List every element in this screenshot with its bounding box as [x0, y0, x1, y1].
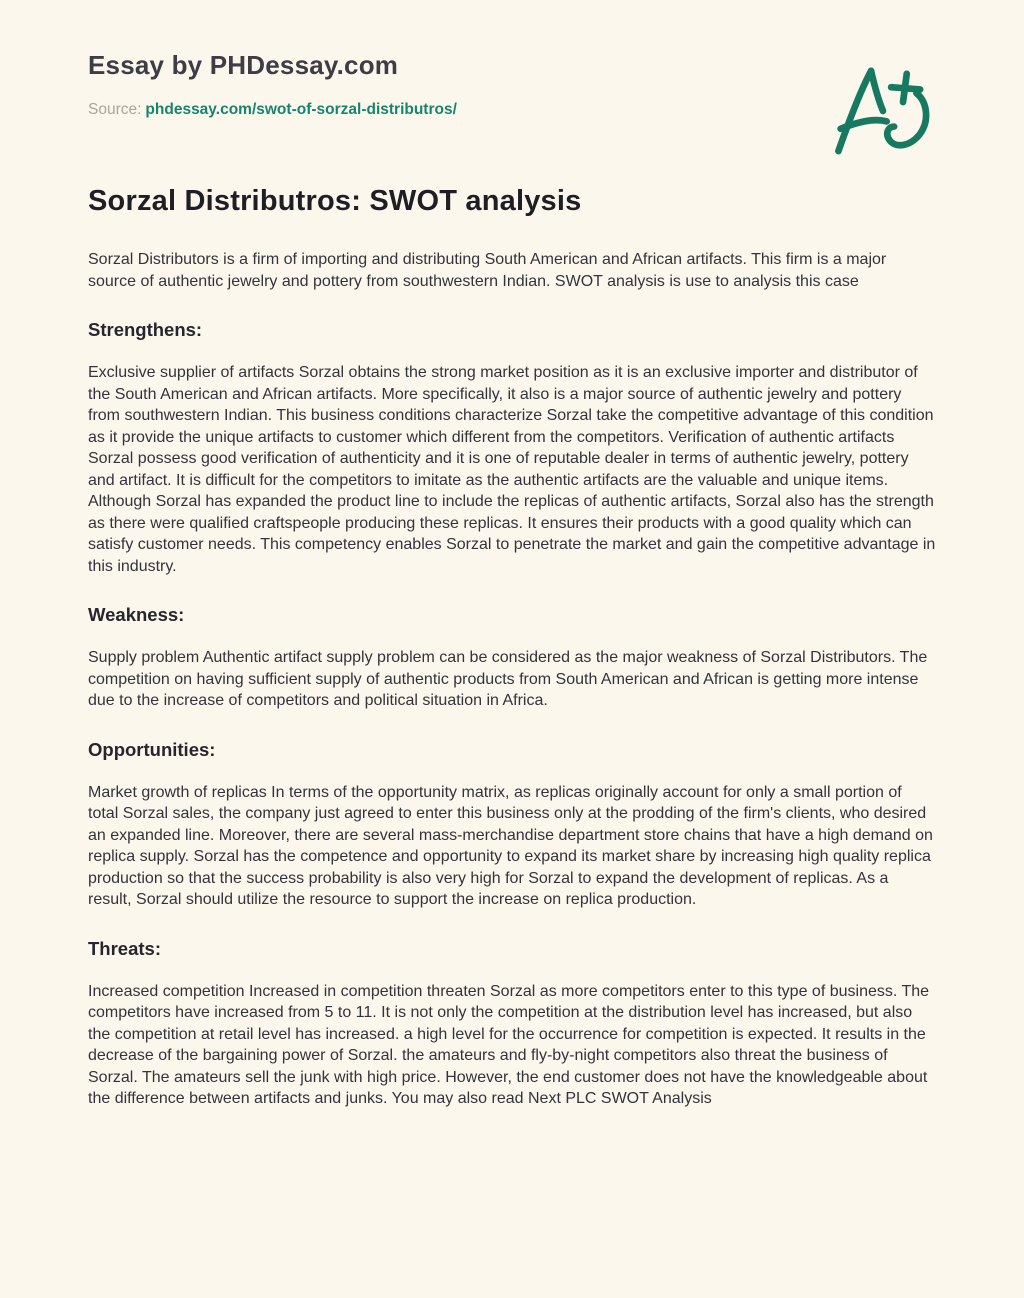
source-line	[88, 101, 936, 119]
section-body-opportunities: Market growth of replicas In terms of the opportunity matrix, as replicas originally account for only a small portion of total Sorzal sales, the company just agreed to enter this business only at the prodding of the firm's clients, who desired an expanded line. Moreover, there are several mass-merchandise department store chains that have a high demand on replica supply. Sorzal has the competence and opportunity to expand its market share by increasing high quality replica production so that the success probability is also very high for Sorzal to expand the development of replicas. As a result, Sorzal should utilize the resource to support the increase on replica production.	[88, 783, 933, 908]
intro-paragraph: Sorzal Distributors is a firm of importing and distributing South American and African artifacts. This firm is a major source of authentic jewelry and pottery from southwestern Indian. SWOT analysis is use to analysis this case	[88, 251, 887, 290]
section-heading-weakness: Weakness:	[88, 604, 185, 625]
section-body-threats: Increased competition Increased in competition threaten Sorzal as more competitors enter to this type of business. The competitors have increased from 5 to 11. It is not only the competition at the distribution level has increased, but also the competition at retail level has increased. a high level for the occurrence for competition is expected. It results in the decrease of the bargaining power of Sorzal. the amateurs and fly-by-night competitors also threat the business of Sorzal. The amateurs sell the junk with high price. However, the end customer does not have the knowledgeable about the difference between artifacts and junks. You may also read Next PLC SWOT Analysis	[88, 982, 930, 1107]
section-heading-strengths: Strengthens:	[88, 319, 203, 340]
section-body-weakness: Supply problem Authentic artifact supply problem can be considered as the major weakness of Sorzal Distributors. The competition on having sufficient supply of authentic products from South American and African is getting more intense due to the increase of competitors and political situation in Africa.	[88, 649, 928, 709]
source-label: Source:	[88, 101, 142, 118]
article-title: Sorzal Distributros: SWOT analysis	[88, 185, 582, 217]
aplus-logo-icon	[828, 52, 932, 164]
section-heading-threats: Threats:	[88, 937, 161, 959]
section-body-strengths: Exclusive supplier of artifacts Sorzal obtains the strong market position as it is an exclusive importer and distributor of the South American and African artifacts. More specifically, it also is a major source of authentic jewelry and pottery from southwestern Indian. This business conditions characterize Sorzal take the competitive advantage of this condition as it provide the unique artifacts to customer which different from the competitors. Verification of authentic artifacts Sorzal possess good verification of authenticity and it is one of reputable dealer in terms of authentic jewelry, pottery and artifact. It is difficult for the competitors to imitate as the authentic artifacts are the valuable and unique items. Although Sorzal has expanded the product line to include the replicas of authentic artifacts, Sorzal also has the strength as there were qualified craftspeople producing these replicas. It ensures their products with a good quality which can satisfy customer needs. This competency enables Sorzal to penetrate the market and gain the competitive advantage in this industry.	[88, 364, 936, 575]
source-link[interactable]: phdessay.com/swot-of-sorzal-distributros/	[145, 101, 457, 118]
section-heading-opportunities: Opportunities:	[88, 738, 216, 760]
site-title: Essay by PHDessay.com	[88, 50, 399, 80]
